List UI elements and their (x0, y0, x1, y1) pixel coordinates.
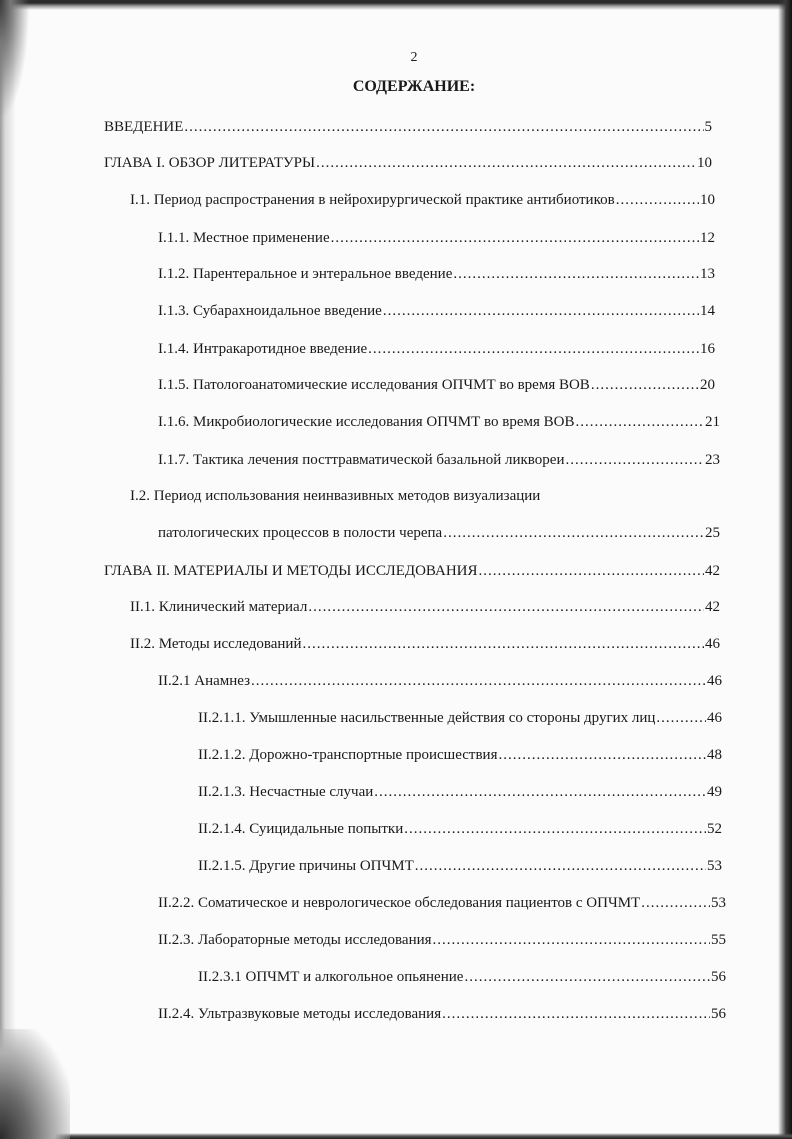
toc-entry (130, 190, 715, 210)
toc-entry (198, 782, 722, 802)
toc-dot-leader (479, 561, 705, 581)
toc-entry-page-number: 49 (707, 784, 722, 800)
toc-entry (158, 228, 715, 248)
toc-entry (198, 967, 726, 987)
toc-entry-page-number: 21 (705, 414, 720, 430)
page-number: 2 (410, 50, 418, 65)
toc-entry-page-number: 56 (711, 969, 726, 985)
toc-entry-page-number: 48 (707, 747, 722, 763)
toc-entry-page-number: 46 (705, 636, 720, 652)
toc-dot-leader (331, 228, 699, 248)
toc-dot-leader (184, 117, 703, 137)
toc-dot-leader (302, 634, 704, 654)
toc-entry-page-number: 46 (707, 673, 722, 689)
toc-entry-page-number: 12 (700, 230, 715, 246)
toc-entry-title: II.1. Клинический материал (130, 599, 308, 615)
toc-entry-page-number: 55 (711, 932, 726, 948)
toc-dot-leader (368, 339, 699, 359)
toc-entry (198, 819, 722, 839)
toc-dot-leader (591, 375, 699, 395)
toc-entry-page-number: 13 (700, 266, 715, 282)
toc-entry-page-number: 10 (697, 155, 712, 171)
toc-dot-leader (453, 264, 699, 284)
toc-dot-leader (316, 153, 696, 173)
toc-entry-page-number: 25 (705, 525, 720, 541)
toc-dot-leader (641, 893, 710, 913)
toc-entry-title: I.1.7. Тактика лечения посттравматической базальной ликвореи (158, 452, 565, 468)
toc-entry-page-number: 20 (700, 377, 715, 393)
toc-entry-page-number: 53 (707, 858, 722, 874)
toc-entry (104, 561, 720, 581)
toc-dot-leader (576, 412, 704, 432)
toc-dot-leader (443, 523, 704, 543)
toc-entry-page-number: 23 (705, 452, 720, 468)
toc-entry-title: I.1.6. Микробиологические исследования ОПЧМТ во время ВОВ (158, 414, 575, 430)
toc-entry-title: патологических процессов в полости черепа (158, 525, 443, 541)
toc-entry-page-number: 42 (705, 563, 720, 579)
toc-dot-leader (565, 450, 704, 470)
toc-entry-title: I.2. Период использования неинвазивных методов визуализации (130, 488, 541, 504)
toc-entry-page-number: 14 (700, 303, 715, 319)
toc-entry-title: II.2.1.5. Другие причины ОПЧМТ (198, 858, 414, 874)
toc-entry-title: I.1.5. Патологоанатомические исследования ОПЧМТ во время ВОВ (158, 377, 590, 393)
page-title: СОДЕРЖАНИЕ: (352, 78, 476, 95)
toc-entry-title: II.2.4. Ультразвуковые методы исследования (158, 1006, 442, 1022)
toc-entry (198, 745, 722, 765)
toc-entry-title: I.1.2. Парентеральное и энтеральное введение (158, 266, 453, 282)
toc-entry-page-number: 56 (711, 1006, 726, 1022)
toc-dot-leader (251, 671, 706, 691)
toc-entry (158, 893, 726, 913)
toc-dot-leader (383, 301, 699, 321)
toc-entry-title: II.2.1.4. Суицидальные попытки (198, 821, 404, 837)
toc-dot-leader (656, 708, 706, 728)
toc-entry-title: II.2.2. Соматическое и неврологическое обследования пациентов с ОПЧМТ (158, 895, 641, 911)
toc-entry (130, 486, 720, 506)
toc-entry (104, 117, 712, 137)
toc-entry (130, 597, 720, 617)
toc-entry-title: ВВЕДЕНИЕ (104, 119, 184, 135)
toc-entry-title: I.1. Период распространения в нейрохирургической практике антибиотиков (130, 192, 615, 208)
toc-entry-page-number: 53 (711, 895, 726, 911)
toc-dot-leader (308, 597, 704, 617)
toc-entry-title: ГЛАВА II. МАТЕРИАЛЫ И МЕТОДЫ ИССЛЕДОВАНИЯ (104, 563, 478, 579)
toc-dot-leader (374, 782, 706, 802)
toc-entry-title: II.2.3. Лабораторные методы исследования (158, 932, 432, 948)
toc-entry (198, 708, 722, 728)
toc-entry-title: II.2.3.1 ОПЧМТ и алкогольное опьянение (198, 969, 464, 985)
toc-entry (130, 634, 720, 654)
toc-entry-title: II.2.1 Анамнез (158, 673, 251, 689)
toc-dot-leader (616, 190, 699, 210)
toc-entry (104, 153, 712, 173)
toc-entry-page-number: 16 (700, 341, 715, 357)
toc-dot-leader (464, 967, 710, 987)
toc-entry (158, 523, 720, 543)
toc-entry (158, 375, 715, 395)
toc-entry-title: II.2.1.1. Умышленные насильственные действия со стороны других лиц (198, 710, 656, 726)
toc-entry-title: I.1.1. Местное применение (158, 230, 330, 246)
toc-entry (158, 1004, 726, 1024)
toc-dot-leader (404, 819, 706, 839)
toc-entry (158, 671, 722, 691)
toc-entry-page-number: 46 (707, 710, 722, 726)
toc-entry (158, 264, 715, 284)
toc-entry-title: II.2.1.3. Несчастные случаи (198, 784, 374, 800)
toc-dot-leader (433, 930, 710, 950)
toc-entry-page-number: 10 (700, 192, 715, 208)
toc-entry (198, 856, 722, 876)
toc-entry (158, 301, 715, 321)
toc-entry (158, 450, 720, 470)
toc-entry (158, 412, 720, 432)
toc-entry-title: II.2.1.2. Дорожно-транспортные происшествия (198, 747, 498, 763)
toc-dot-leader (498, 745, 706, 765)
toc-entry (158, 930, 726, 950)
toc-entry-page-number: 5 (704, 119, 712, 135)
toc-entry-title: II.2. Методы исследований (130, 636, 302, 652)
toc-entry-title: I.1.4. Интракаротидное введение (158, 341, 368, 357)
toc-dot-leader (415, 856, 706, 876)
toc-dot-leader (442, 1004, 710, 1024)
toc-entry-page-number: 52 (707, 821, 722, 837)
toc-entry-title: ГЛАВА I. ОБЗОР ЛИТЕРАТУРЫ (104, 155, 316, 171)
toc-entry (158, 339, 715, 359)
toc-entry-title: I.1.3. Субарахноидальное введение (158, 303, 382, 319)
toc-entry-page-number: 42 (705, 599, 720, 615)
